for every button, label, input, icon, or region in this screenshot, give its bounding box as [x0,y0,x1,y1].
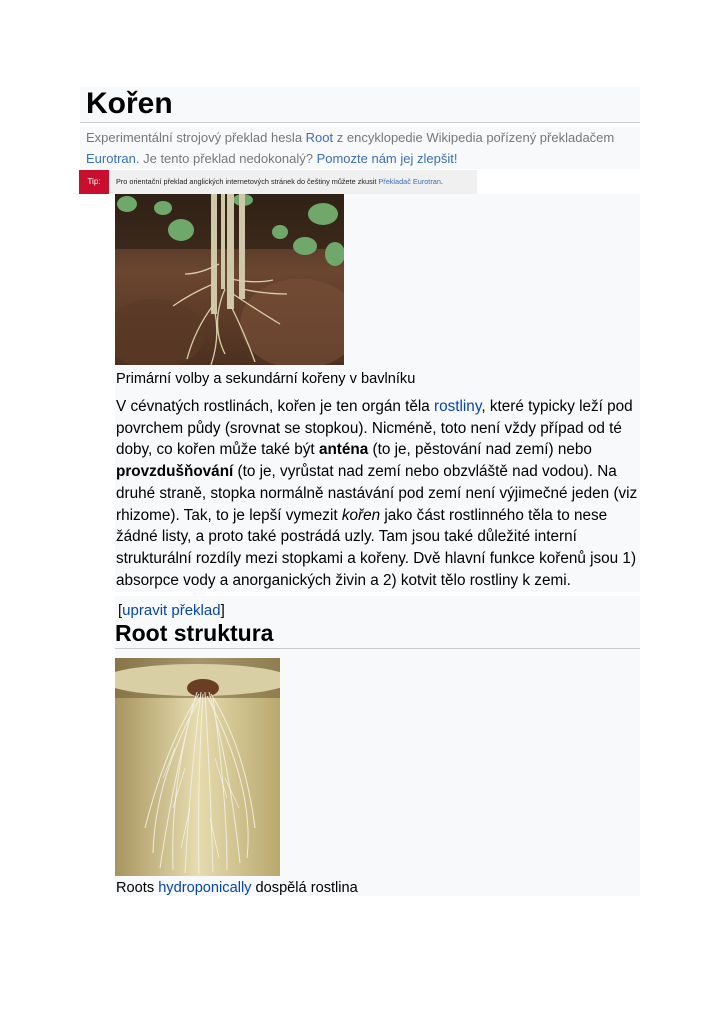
eurotran-translator-link[interactable]: Překladač Eurotran [378,177,441,186]
paragraph-line: povrchem půdy (srovnat se stopkou). Nicméně, toto není vždy případ od té [116,419,622,437]
cotton-roots-image [115,194,344,365]
paragraph-line: doby, co kořen může také být anténa (to je, pěstování nad zemí) nebo [116,441,592,459]
paragraph-line: žádné listy, a proto také postrádá uzly. Tam jsou také důležité interní [116,528,577,546]
figure-1-caption: Primární volby a sekundární kořeny v bavlníku [116,371,416,387]
paragraph-line: provzdušňování (to je, vyrůstat nad zemí nebo obzvláště nad vodou). Na [116,463,617,481]
help-improve-link[interactable]: Pomozte nám jej zlepšit! [316,151,458,166]
paragraph-line: strukturální rozdíly mezi stopkami a kořeny. Dvě hlavní funkce kořenů jsou 1) [116,549,637,567]
paragraph-line: absorpce vody a anorganických živin a 2) kotvit tělo rostliny k zemi. [116,571,571,589]
hydroponically-link[interactable]: hydroponically [158,880,252,896]
page-title: Kořen [86,87,173,120]
title-box [80,87,640,123]
translation-notice [80,127,640,169]
figure-2-caption: Roots hydroponically dospělá rostlina [116,880,358,896]
root-link[interactable]: Root [305,130,334,145]
paragraph-line: druhé straně, stopka normálně nastávání pod zemí není výjimečné jeden (viz [116,484,638,502]
eurotran-link[interactable]: Eurotran [86,151,136,166]
rostliny-link[interactable]: rostliny [434,398,482,415]
hydroponic-roots-image [115,658,280,876]
edit-translation: [upravit překlad] [118,602,225,619]
tip-text: Pro orientační překlad anglických internetových stránek do češtiny můžete zkusit Překladač Eurotran. [116,177,443,186]
tip-box [109,170,477,194]
paragraph-line: rhizome). Tak, to je lepší vymezit kořen jako část rostlinného těla to nese [116,506,608,524]
section-heading-root-structure: Root struktura [115,619,640,649]
paragraph-line: V cévnatých rostlinách, kořen je ten orgán těla rostliny, které typicky leží pod [116,398,633,415]
notice-line-1: Experimentální strojový překlad hesla Root z encyklopedie Wikipedia pořízený překladačem [86,130,615,145]
article-paragraph [116,396,638,591]
edit-translation-link[interactable]: upravit překlad [122,602,221,619]
tip-badge: Tip: [79,170,109,194]
notice-line-2: Eurotran. Je tento překlad nedokonalý? Pomozte nám jej zlepšit! [86,151,458,166]
